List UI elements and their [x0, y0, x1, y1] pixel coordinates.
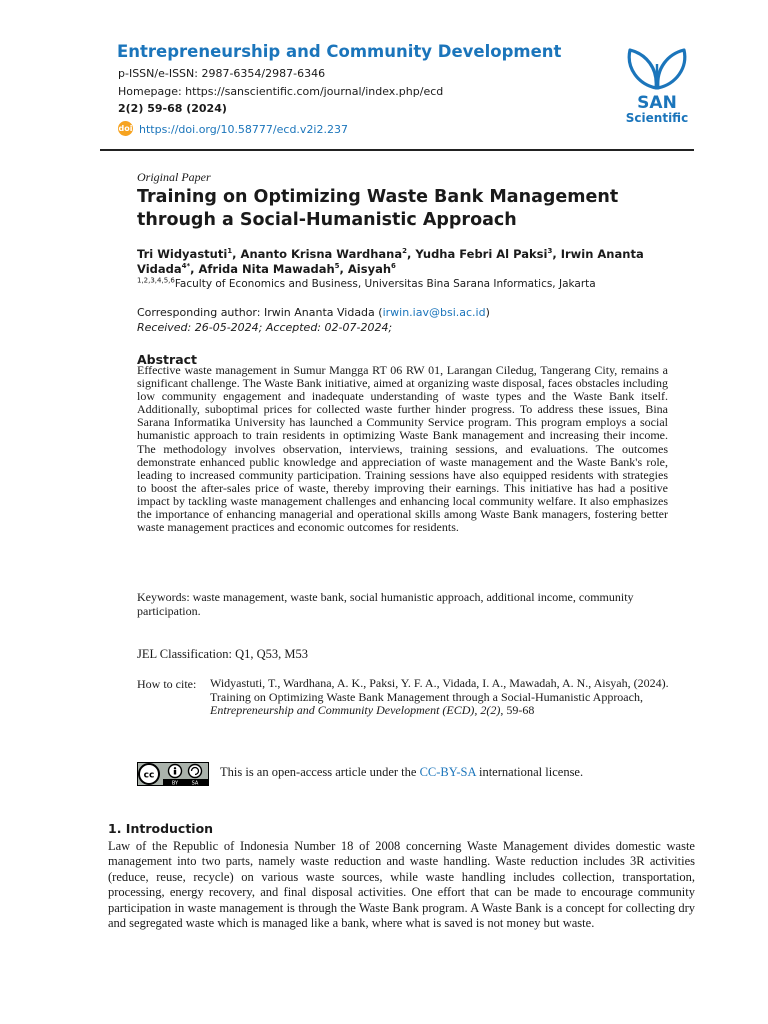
author-name: , Aisyah	[339, 262, 392, 276]
affiliation-sup: 1,2,3,4,5,6	[137, 276, 175, 285]
corresponding-email-link[interactable]: irwin.iav@bsi.ac.id	[382, 306, 486, 319]
logo-scientific-text: Scientific	[625, 111, 689, 125]
title-line-1: Training on Optimizing Waste Bank Management	[137, 187, 619, 207]
abstract-heading: Abstract	[137, 352, 198, 367]
doi-icon: doi	[118, 121, 133, 136]
citation-pages: , 59-68	[500, 703, 535, 717]
author-affil-sup: 5	[334, 262, 340, 271]
homepage[interactable]: Homepage: https://sanscientific.com/journal/index.php/ecd	[118, 85, 444, 98]
paper-title	[137, 186, 677, 232]
author-name: , Ananto Krisna Wardhana	[232, 247, 403, 261]
license-link[interactable]: CC-BY-SA	[419, 765, 476, 779]
svg-text:cc: cc	[143, 770, 155, 781]
author-name: , Afrida Nita Mawadah	[190, 262, 335, 276]
logo-san-text: SAN	[637, 93, 677, 113]
doi-link[interactable]: https://doi.org/10.58777/ecd.v2i2.237	[139, 123, 348, 136]
author-affil-sup: 3	[547, 247, 553, 256]
author-name: , Yudha Febri Al Paksi	[407, 247, 548, 261]
title-line-2: through a Social-Humanistic Approach	[137, 210, 517, 230]
abstract-text: Effective waste management in Sumur Mangga RT 06 RW 01, Larangan Ciledug, Tangerang City, remains a significant challenge. The Waste Bank initiative, aimed at organizing waste disposal, faces obstacles including low community engagement and inadequate understanding of waste types and the Waste Bank itself. Additionally, suboptimal prices for collected waste further hinder progress. To address these issues, Bina Sarana Informatika University has launched a Community Service program. This program employs a social humanistic approach to train residents in optimizing Waste Bank management and increasing their income. The methodology involves observation, interviews, training sessions, and evaluations. The outcomes demonstrate enhanced public knowledge and appreciation of waste management and the Waste Bank's role, leading to increased community participation. Training sessions have also equipped residents with strategies to boost the after-sales price of waste, thereby improving their earnings. This initiative has had a positive impact by tackling waste management challenges and enhancing local community welfare. It also emphasizes the importance of enhancing managerial and operational skills among Waste Bank managers, fostering better waste management practices and economic outcomes for residents.	[137, 363, 668, 535]
affiliation-text: Faculty of Economics and Business, Universitas Bina Sarana Informatics, Jakarta	[174, 278, 596, 290]
author-name: Tri Widyastuti	[137, 247, 228, 261]
corresponding-prefix: Corresponding author: Irwin Ananta Vidada (	[137, 306, 383, 319]
author-affil-sup: 4*	[181, 262, 191, 271]
author-affil-sup: 1	[227, 247, 233, 256]
issn: p-ISSN/e-ISSN: 2987-6354/2987-6346	[118, 67, 326, 80]
paper-type: Original Paper	[137, 170, 211, 184]
header-divider	[100, 149, 694, 151]
citation-main: Widyastuti, T., Wardhana, A. K., Paksi, Y. F. A., Vidada, I. A., Mawadah, A. N., Aisyah, (2024). Training on Optimizing Waste Bank Management through a Social-Humanistic Approach,	[210, 676, 669, 704]
corresponding-suffix: )	[485, 306, 490, 319]
received-accepted-dates: Received: 26-05-2024; Accepted: 02-07-2024;	[137, 321, 393, 334]
author-affil-sup: 2	[402, 247, 408, 256]
cite-label: How to cite:	[137, 677, 197, 691]
license-suffix: international license.	[475, 765, 584, 779]
affiliation	[137, 278, 596, 290]
svg-text:BY: BY	[171, 780, 179, 786]
corresponding-author	[137, 306, 490, 319]
keywords: Keywords: waste management, waste bank, social humanistic approach, additional income, community participation.	[137, 590, 634, 618]
section-heading-introduction: 1. Introduction	[108, 821, 214, 836]
jel-classification: JEL Classification: Q1, Q53, M53	[137, 647, 309, 661]
svg-text:SA: SA	[191, 780, 199, 786]
license-statement	[220, 765, 583, 780]
citation-journal: Entrepreneurship and Community Development (ECD), 2(2)	[210, 703, 501, 717]
author-name: , Irwin Ananta Vidada	[137, 247, 644, 276]
license-prefix: This is an open-access article under the	[220, 765, 420, 779]
author-list	[137, 247, 677, 277]
journal-title: Entrepreneurship and Community Development	[117, 42, 562, 61]
volume-info: 2(2) 59-68 (2024)	[118, 102, 227, 115]
author-affil-sup: 6	[391, 262, 396, 271]
introduction-paragraph: Law of the Republic of Indonesia Number 18 of 2008 concerning Waste Management divides domestic waste management into two parts, namely waste reduction and waste handling. Waste reduction includes 3R activities (reduce, reuse, recycle) on various waste sources, while waste handling includes collection, transportation, processing, energy recovery, and final disposal activities. One effort that can be made to encourage community participation in waste management is through the Waste Bank program. A Waste Bank is a concept for collecting dry and segregated waste which is managed like a bank, where what is saved is not money but waste.	[108, 839, 695, 931]
cc-by-sa-icon[interactable]	[137, 762, 209, 786]
citation	[210, 677, 670, 718]
